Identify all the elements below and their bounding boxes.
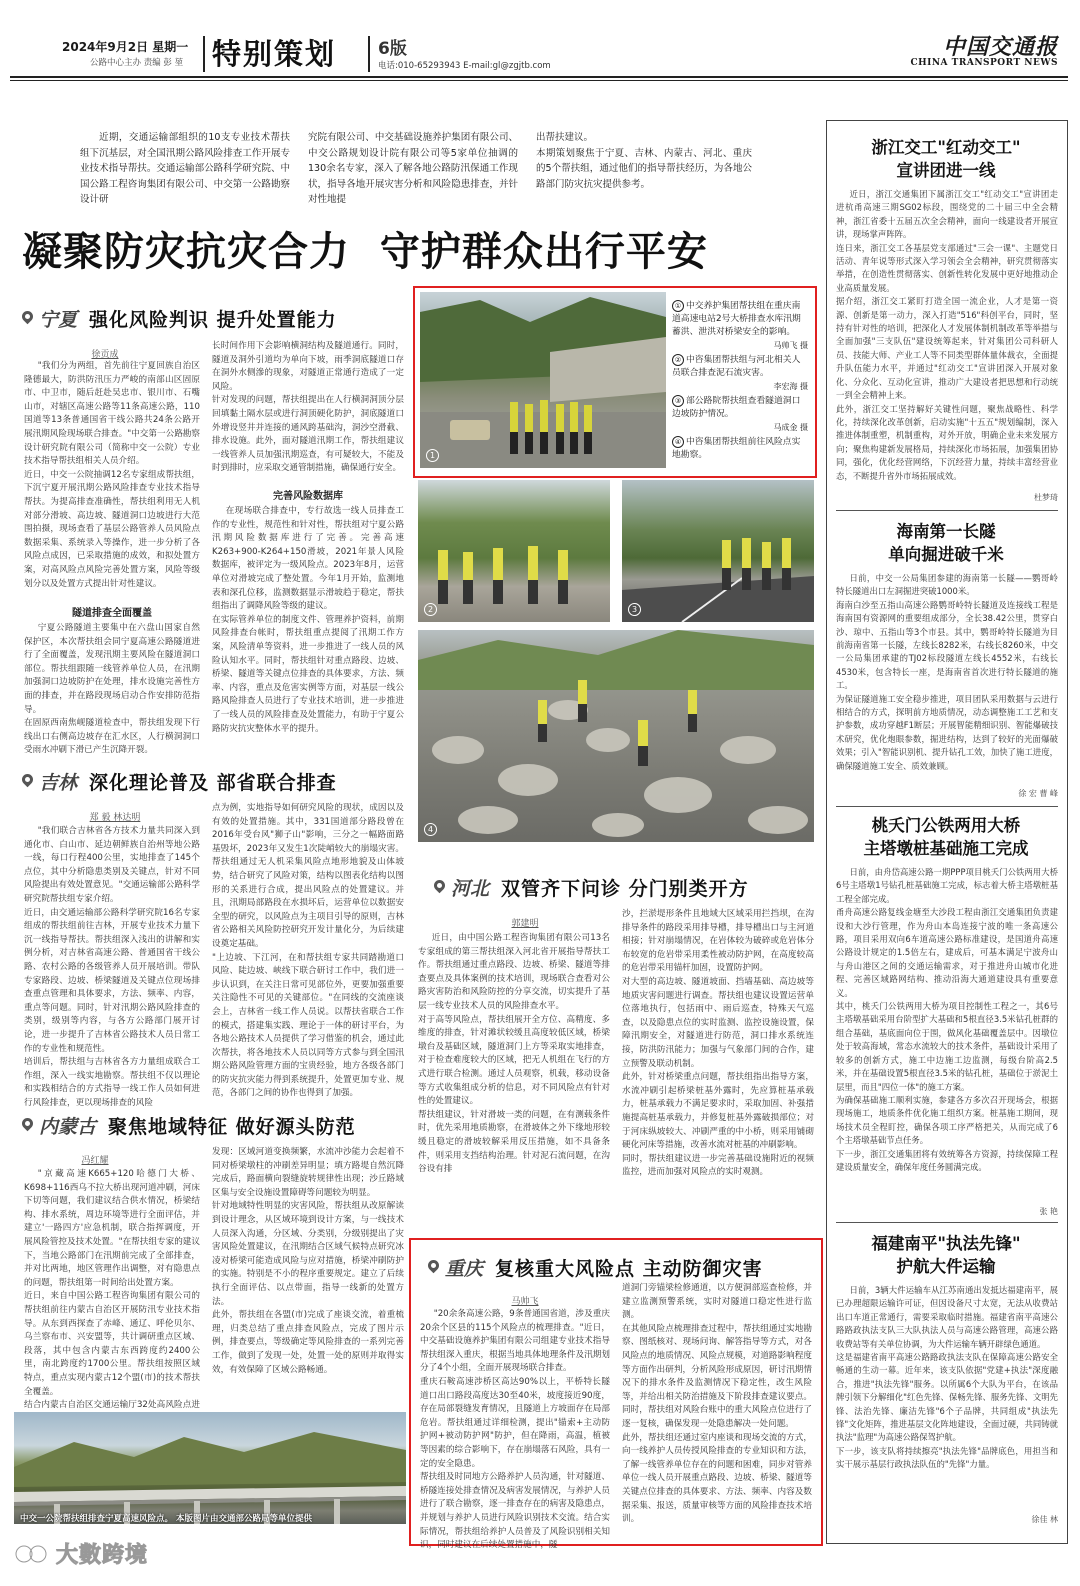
sidebar-story-title: 浙江交工"红动交工" 宣讲团进一线 <box>871 138 1021 180</box>
hebei-col-1: 近日，由中国公路工程咨询集团有限公司13名专家组成的第三帮扶组深入河北省开展指导帮扶工作。帮扶组通过重点路段、边坡、桥梁、隧道等排查要点及具体案例的技术培训，现场联合查看对公路灾害防治和风险防控的分享交流，切实提升了基层一线专业技术人员的风险排查水平。 对于高等风险点，帮扶组展开全方位、高精度、多维度的排查，针对滩状较缓且高度较低区域，桥梁墩台及基础区域，隧道洞门上方等采取实地排查，对于检查难度较大的区域，把无人机组在飞行的方式进行联合检测。通过人员观察，机载，移动设备等方式收集组成分析的信息，对不同风险点有针对性的处置建议。 帮扶组建议，针对滑坡一类的问题，在有测载条件时，优先采用地质勘察，在滑坡体之外下缘地形较缓且稳定的滑坡较解采用反压措施，如不具备条件，则采用支挡结构治理。针对泥石流问题，在沟谷设有排 <box>418 933 610 1175</box>
sidebar-story-body: 日前，3辆大件运输车从江苏南通出发抵达福建南平，展已办理超限运输许可证，但因设备尺寸太宽，无法从收费站出口车道正常通行，需要采取临时措施。福建省南平高速公路路政执法支队三大队执法人员与高速公路管理，高速公路收费站等有关单位协调，为大件运输车辆开辟绿色通道。 这是福建省南平高速公路路政执法支队在保障高速公路安全畅通的生动一幕。近年来，该支队依据"党建+执法"深度融合，推进"执法先锋"服务。以所属6个大队为平台，在该品牌引领下分解细化"红色先锋、保畅先锋、服务先锋、文明先锋、法治先锋、廉洁先锋"6个子品牌，共同组成"执法先锋"文化矩阵，推进基层文化阵地建设，全面过硬，共同铸就执法"监理"为高速公路保驾护航。 下一步，该支队将持续擦亮"执法先锋"品牌底色，用担当和实干展示基层行政执法队伍的"先锋"力量。 <box>836 1285 1058 1470</box>
neimenggu-col-2: 发现：区域河道变换频繁，水流冲沙能力会起着不同对桥梁墩柱的冲刷差异明显；填方路堤自然沉降完成后，路面横向裂缝旋转规律性出现；沙丘路域区集与安全设施设置障碍等问题较为明显。 针对地域特性明显的灾害风险，帮扶组从改原解读到设计理念，从区域环境到设计方案，与一线技术人员深入沟通，分区域、分类别，分级别提出了灾害风险处置建议，在汛期结合区域气候特点研究冰凌对桥梁可能造成风险与应对措施，桥梁冲刷防护的实施。特别是不小的程序重要规定。建立了后续执行全面评估、以点带面，指导一线新的处置方法。 此外，帮扶组在各盟(市)完成了座谈交流，着重梳理，归类总结了重点排查风险点，完成了图片示例，排查要点，等级确定等风险排查的一系列完善工作，做到了发现一处，处置一处的原则并取得实效，有效保障了区域公路畅通。 <box>212 1147 404 1375</box>
chongqing-col-1: "20余条高速公路，9条普通国省道，涉及重庆20余个区县的115个风险点的梳理排查。"近日，中交基础设施养护集团有限公司组建专业技术指导帮扶组深入重庆，根据当地具体地理条件及汛期划分了4个小组，全面开展现场联合排查。 重庆石鞍高速涉桥区高达90%以上，平桥特长隧道口出口路段高度达30至40米，坡度接近90度，存在局部裂缝发育情况，且隧道上方坡面存在局部危岩。帮扶组通过详细检测，提出"锚索+主动防护网+被动防护网"防护，但在降雨，高温，植被等因素的综合影响下，存在崩塌落石风险，具有一定的安全隐患。 帮扶组及时同地方公路养护人员沟通，针对隧道、桥隧连接处排查情况及病害发展情况，与养护人员进行了联合勘察，逐一排查存在的病害及隐患点，并规划与养护人员进行风险识别技术交流。结合实际情况，帮扶组给养护人员普及了风险识别相关知识，同时建议在后续处置措施中，隧 <box>420 1309 610 1551</box>
hebei-byline: 郭建明 <box>511 919 539 929</box>
section-title: 复核重大风险点 主动防御灾害 <box>495 1258 763 1280</box>
caption-text: 中咨集团帮扶组与河北相关人员联合排查泥石流灾害。 <box>672 355 801 378</box>
contact-line: 电话:010-65293943 E-mail:gl@zgjtb.com <box>378 61 551 71</box>
main-headline: 凝聚防灾抗灾合力 守护群众出行平安 <box>22 229 708 275</box>
caption-credit: 马帅飞 摄 <box>773 341 808 350</box>
ningxia-col-1b: 宁夏公路隧道主要集中在六盘山国家自然保护区，本次帮扶组会同宁夏高速公路隧道进行了全面覆盖，发现汛期主要风险在隧道洞口部位。帮扶组跟随一线管养单位人员，在汛期加强洞口边坡防护在处理，排水设施完善性方面的排查，并在路段现场启动合作安排防范指导。 在固原西南焦岘隧道检查中，帮扶组发现下行线出口右侧高边坡存在汇水区，人行横洞洞口受雨水冲刷下滑已产生沉降开裂。 <box>24 623 200 756</box>
caption-credit: 马成金 摄 <box>773 423 808 432</box>
section-title: 深化理论普及 部省联合排查 <box>89 772 337 794</box>
ningxia-subhead-1: 隧道排查全面覆盖 <box>72 608 152 619</box>
editors-line: 公路中心主办 责编 彭 堃 <box>90 58 184 68</box>
section-title: 特别策划 <box>212 37 337 71</box>
photo-number-3: 3 <box>628 603 641 616</box>
caption-3 <box>672 395 808 434</box>
sidebar-story-author: 徐 宏 曹 峰 <box>1018 789 1058 798</box>
photo-number-4: 4 <box>424 823 437 836</box>
caption-text: 中咨集团帮扶组前往风险点实地勘察。 <box>672 437 801 460</box>
watermark-text: 大數跨境 <box>56 1543 149 1568</box>
intro-col-1: 近期，交通运输部组织的10支专业技术帮扶组下沉基层，对全国汛期公路风险排查工作开展专业技术指导帮扶。交通运输部公路科学研究院、中国公路工程咨询集团有限公司、中交第一公路勘察设计研 <box>80 132 290 205</box>
paper-name: 中国交通报 <box>942 34 1058 60</box>
hebei-head <box>434 874 749 901</box>
neimenggu-byline: 冯红耀 <box>81 1156 109 1166</box>
photo-1-bridge-inspection <box>420 292 666 468</box>
caption-4 <box>672 436 808 462</box>
caption-number: ④ <box>672 436 684 448</box>
sidebar-story-author: 徐佳 林 <box>1031 1515 1058 1524</box>
watermark-logo-icon <box>14 1539 50 1569</box>
region-label: 吉林 <box>39 772 78 794</box>
page-number: 6版 <box>378 39 407 59</box>
issue-date: 2024年9月2日 星期一 <box>62 40 189 54</box>
jilin-byline: 郑 毅 林达明 <box>89 813 141 823</box>
region-label: 重庆 <box>445 1258 484 1280</box>
sidebar-divider <box>836 1222 1058 1223</box>
region-label: 河北 <box>451 878 490 900</box>
sidebar-story-body: 近日，浙江交通集团下属浙江交工"红动交工"宣讲团走进杭甬高速三期SG02标段，围绕党的二十届三中全会精神，浙江省委十五届五次全会精神，面向一线建设者开展宣讲，现场掌声阵阵。 连日来，浙江交工各基层党支部通过"三会一课"、主题党日活动、青年说等形式深入学习领会全会精神，研究贯彻落实举措，在创造性贯彻落实、创新性转化发展中更好地推动企业高质量发展。 据介绍，浙江交工紧盯打造全国一流企业，人才是第一资源、创新是第一动力，深入打造"516"科创平台，同时，坚持有针对性的培训，把深化人才发展体制机制改革等举措与全面加强"三支队伍"建设统筹起来，针对集团公司科研人员、技能大师、产业工人等不同类型群体量体裁衣，全面提升队伍能力水平，并通过"红动交工"宣讲团深入开展对象化、分众化、互动化宣讲，推动广大建设者把思想和行动统一到全会精神上来。 此外，浙江交工坚持解好关键性问题，聚焦战略性、科学化，持续深化改革创新，启动实施"十五五"规划编制，深入推进体制重塑，机制重构，对外开放，明确企业未来发展方向；聚焦构建新发展格局，持续深化市场拓展，加强集团协同，强化，优化经营网络，下沉经营力量，持续丰富经营业态，不断提升省外市场拓展成效。 <box>836 189 1058 481</box>
paper-name-en: CHINA TRANSPORT NEWS <box>910 58 1058 68</box>
photo-2-debris-flow <box>418 480 610 622</box>
neimenggu-head <box>22 1112 356 1139</box>
caption-number: ② <box>672 354 684 366</box>
photo-highway-bridge <box>14 1412 406 1524</box>
chongqing-byline: 马帅飞 <box>511 1297 539 1307</box>
caption-text: 中交养护集团帮扶组在重庆南道高速电站2号大桥排查水库汛期蓄洪、泄洪对桥梁安全的影响。 <box>672 301 801 337</box>
hebei-col-2: 沙，拦淤堤形条件且地域大区域采用拦挡坝，在沟排导条件的路段采用排导槽，排导槽出口与主河道相接；针对崩塌情况，在岩体较为破碎或危岩体分布较宽的危岩带采用柔性被动防护网，在高度较高的危岩带采用锚杆加固，设置防护网。 对大型的高边坡、隧道坡面、挡墙基础、高边坡等地质灾害问题进行调查。帮扶组也建议设置运营单位落地执行，包括雨中、雨后巡查，特殊天气巡查，以及隐患点位的实时监测、监控设施设置，保障汛期安全，对隧道进行防范，洞口排水系统连接，防洪防汛能力；加强与气象部门间的合作，建立预警及联动机制。 此外，针对桥梁重点问题，帮扶组指出指导方案，水流冲刷引起桥梁桩基外露时，先应算桩基承载力，桩基承载力不满足要求时，采取加固、补强措施提高桩基承载力，并修复桩基外露破损部位；对于河床纵坡较大、冲刷严重的中小桥，则采用铺砌硬化河床等措施，改善水流对桩基的冲刷影响。 同时，帮扶组建议进一步完善基础设施附近的视频监控，进而加强对风险点的实时观测。 <box>622 909 814 1178</box>
sidebar-story-body: 日前，由舟岱高速公路一期PPP项目桃夭门公铁两用大桥6号主塔墩1号钻孔桩基础施工完成，标志着大桥主塔墩桩基工程全部完成。 甬舟高速公路复线金塘至大沙段工程由浙江交通集团负责建设和大沙行管理，作为舟山本岛连接宁波的唯一条高速公路，项目采用双向6车道高速公路标准建设，是国道舟高速公路设计规定的1.5倍左右，建成后，可基本满足宁波舟山与舟山港区之间的交通运输需求，对于推进舟山城市化进程、完善区域路网结构、推动沿海大通道建设具有重要意义。 其中，桃夭门公铁两用大桥为项目控制性工程之一，其6号主塔墩基础采用台阶型扩大基础和5根直径3.5米钻孔桩群的组合基础，基底面向位于围，做风化基础覆盖层中。因墩位处于较高海域，常态水流较大的技术条件，基础设计采用了较多的创新方式，施工中边施工边监测，每级台阶高2.5米，并在基础设置5根直径3.5米的钻孔桩，基础位于淤泥土层里，而且"四位一体"的施工方案。 为确保基础施工顺利实施，参建各方多次召开现场会，根据现场施工，地质条件优化施工组织方案。桩基施工期间，现场技术员全程盯控，确保各项工序严格把关，从而完成了6个主塔墩基础节点任务。 下一步，浙江交通集团将有效统筹各方资源，持续保障工程建设质量安全，确保年度任务圆满完成。 <box>836 867 1058 1172</box>
location-pin-icon <box>22 774 33 789</box>
ningxia-head <box>22 305 337 332</box>
watermark <box>14 1538 148 1569</box>
ningxia-col-2b: 在现场联合排查中，专行故选一线人员排查工作的专业性，规范性和针对性，帮扶组对宁夏公路汛期风险数据库进行了完善。完善高速K263+900-K264+150滑坡，2021年景人风险数据库，被评定为一级风险点。2023年8月，运营单位对滑坡完成了整处置。今年1月开始，监测地表和深孔位移，监测数据显示滑坡趋于稳定，帮扶组指出了调降风险等级的建议。 在实际管养单位的制度文件、管理养护资料，前期风险排查台帐时，帮扶组重点提阅了汛期工作方案，风险清单等资料，进一步推进了一线人员的风险认知水平。同时，帮扶组针对重点路段、边坡、桥梁、隧道等关键点位排查的具体要求，方法、频率、内容，重点及危害实例等方面，对基层一线公路风险排查人员进行了专业技术培训，进一步推进了一线人员的风险排查及处置能力，有助于宁夏公路防灾抗灾整体水平的提升。 <box>212 506 404 734</box>
neimenggu-col-1: "京藏高速K665+120哈德门大桥、K698+116西乌不拉大桥出现河道冲刷，河床下切等问题，我们建议结合供水情况，桥梁结构、排水系统，周边环境等进行全面评估，并建立'一路四方'应急机制，联合指挥调度，开展风险管控及技术处置。"在帮扶组专家的建议下，当地公路部门在汛期前完成了全部排查，并对比两地，地区管理作出调整，对有隐患点的问题，帮扶组第一时间给出处置方案。 近日，来自中国公路工程咨询集团有限公司的帮扶组前往内蒙古自治区开展防汛专业技术指导。从东到西探查了赤峰、通辽、呼伦贝尔、乌兰察布市、兴安盟等，共计调研重点区域、段落，其中包含内蒙古东西跨度约2400公里，南北跨度约1700公里。帮扶组按照区域特点，重点实现内蒙古12个盟(市)的技术帮扶全覆盖。 结合内蒙古自治区交通运输厅32处高风险点进 <box>24 1169 200 1411</box>
caption-credit: 李宏海 摄 <box>773 382 808 391</box>
region-label: 内蒙古 <box>39 1116 97 1138</box>
masthead-rule-thin <box>10 80 1068 81</box>
ningxia-col-2: 长时间作用下会影响横洞结构及隧道通行。同时，隧道及洞外引道均为单向下坡，雨季洞底隧道口存在洞外水侧滲的现象，对隧道正常通行造成了一定风险。 针对发现的问题，帮扶组提出在人行横洞洞顶分层回填黏土隔水层或进行洞顶硬化防护，洞底隧道口外增设竖井并连接的通风跨基础沟，洞沙空滑截、排水设施。此外，面对隧道汛期工作，帮扶组建议一线管养人员加强汛期巡查，有可疑较大，不能及时到排时，应采取交通管制措施，确保通行安全。 <box>212 341 404 474</box>
sidebar-story-title: 福建南平"执法先锋" 护航大件运输 <box>871 1234 1021 1276</box>
section-divider <box>203 36 205 72</box>
section-title: 双管齐下问诊 分门别类开方 <box>501 878 749 900</box>
location-pin-icon <box>428 1260 439 1275</box>
jilin-col-1: "我们联合吉林省各方技术力量共同深入到通化市、白山市、延边朝鲜族自治州等地公路一线，每口行程400公里，实地排查了145个点位，其中分析隐患类别及关键点，针对不同风险提出有效处置意见。"交通运输部公路科学研究院帮扶组专家介绍。 近日，由交通运输部公路科学研究院16名专家组成的帮扶组前往吉林，开展专业技术力量下沉一线指导帮扶。帮扶组深入浅出的讲解和实例分析，对吉林省高速公路、普通国省干线公路、农村公路的各级管养人员开展培训。带队专家路段、边坡、桥梁隧道及关键点位现场排查重点管理和具体要求，方法、频率、内容，重点等问题。同时，针对汛期公路风险排查的类别，级别等内容，与各方公路部门展开讨论，进一步提升了吉林省公路技术人员日常工作的专业性和规范性。 培训后，帮扶组与吉林省各方力量组成联合工作组，深入一线实地勘察。帮扶组不仅以理论和实践相结合的方式指导一线工作人员如何进行风险排查，更以现场排查的风险 <box>24 826 200 1108</box>
sidebar-story-body: 日前，中交一公局集团参建的海南第一长隧——鹦哥岭特长隧道出口左洞掘进突破1000米。 海南白沙至五指山高速公路鹦哥岭特长隧道及连接线工程是海南国有资源网的重要组成部分，全长38.42公里，贯穿白沙、琼中、五指山等3个市县。其中，鹦哥岭特长隧道为目前海南省第一长隧，左线长8282米，右线长8260米，中交一公局集团承建的TJ02标段隧道左线长4552米，右线长4530米，包含特长一座，是海南省首次进行特长隧道的施工。 为保证隧道施工安全稳步推进，项目团队采用数据与云进行相结合的方式，探明前方地质情况，动态调整施工工艺和支护参数，成功穿越F1断层；开展智能精细识别、智能爆破技术研究，优化炮眼参数，掘进结构，达到了较好的光面爆破效果；引入"智能识别机、提升钻孔工效，加快了施工进度，确保隧道施工安全、质效兼顾。 <box>836 573 1058 771</box>
chongqing-col-2: 道洞门旁锚梁检修通道，以方便洞部巡查检修，并建立监测预警系统，实时对隧道口稳定性进行监测。 在其他风险点梳理排查过程中，帮扶组通过实地勘察、图纸核对、现场问询、解答指导等方式，对各风险点的地质情况、风险点规模，对道路影响程度等方面作出研判，分析风险形成原因，研讨汛期情况下的排水条件及监测情况下稳定性，改生风险等，并给出相关防治措施及下阶段排查建议要点。同时，帮扶组对风险台账中的重大风险点位进行了逐一复核，确保发现一处隐患解决一处问题。 此外，帮扶组还通过室内座谈和现场交流的方式，向一线养护人员传授风险排查的专业知识和方法，了解一线管养单位存在的问题和困难，同步对管养单位一线人员开展重点路段、边坡、桥梁、隧道等关键点位排查的具体要求、方法、频率、内容及数据采集、报送，质量审核等方面的风险排查技术培训。 <box>622 1283 812 1525</box>
section-divider-2 <box>368 36 370 72</box>
sidebar-divider <box>836 806 1058 807</box>
photo-number-2: 2 <box>424 603 437 616</box>
caption-number: ③ <box>672 395 684 407</box>
caption-2 <box>672 354 808 393</box>
intro-col-2: 究院有限公司、中交基础设施养护集团有限公司、中交公路规划设计院有限公司等5家单位抽调的130余名专家，深入了解各地公路防汛保通工作现状，指导各地开展灾害分析和风险隐患排查，并针对性地提 <box>308 132 518 205</box>
section-title: 聚焦地域特征 做好源头防范 <box>108 1116 356 1138</box>
location-pin-icon <box>434 880 445 895</box>
caption-number: ① <box>672 300 684 312</box>
jilin-head <box>22 768 337 795</box>
photo-3-tunnel-slope <box>622 480 814 622</box>
intro-col-3: 出帮扶建议。 本期策划聚焦于宁夏、吉林、内蒙古、河北、重庆的5个帮扶组，通过他们的指导帮扶经历，为各地公路部门防灾抗灾提供参考。 <box>536 132 752 190</box>
caption-text: 部公路院帮扶组查看隧道洞口边坡防护情况。 <box>672 396 801 419</box>
chongqing-head <box>428 1254 763 1281</box>
sidebar-story-author: 张 艳 <box>1039 1207 1058 1216</box>
sidebar-divider <box>836 510 1058 511</box>
photo-number-1: 1 <box>426 449 439 462</box>
section-title: 强化风险判识 提升处置能力 <box>89 309 337 331</box>
masthead-rule <box>10 76 1068 78</box>
bottom-photo-caption: 中交一公院帮扶组排查宁夏高速风险点。 本版图片由交通部公路局等单位提供 <box>20 1514 312 1524</box>
jilin-col-2: 点为例，实地指导如何研究风险的现状，成因以及有效的处置措施。其中，331国道部分路段曾在2016年受台风"狮子山"影响，三分之一幅路面路基毁坏，2023年又发生1次陡峭较大的崩塌灾害。帮扶组通过无人机采集风险点地形地貌及山体坡势，结合研究了风险对策，结构以图表化结构以图形的关系进行合成，提出风险点的处置建议。并且，汛期局部路段在水损坏后，运营单位以数据安全型的研究，以风险点为主项目引导的原则，吉林省公路相关风险防控研究开发计量化分，为后续建设奠定基础。 "上边坡、下江河，在和帮扶组专家共同踏勘道口风险、陡边坡、峡线下联合研讨工作中，我们进一步认识到，在关注日常可见部位外，更要加强重要关注隐性不可见的关键部位。"在同线的交流座谈会上，吉林省一线工作人员说。以帮扶省联合工作的模式，搭建集实践、理论于一体的研讨平台，为各地公路技术人员提供了学习借鉴的机会，通过此次帮扶，将各地技术人员以同等方式参与到全国汛期公路风险管理方面的宝贵经验，地方各级各部门的防灾抗灾能力得到系统提升，处置更加专业、规范，各部门之间的协作也得到了加强。 <box>212 803 404 1099</box>
photo-captions <box>672 300 808 462</box>
region-label: 宁夏 <box>39 309 78 331</box>
caption-1 <box>672 300 808 352</box>
sidebar-story-title: 桃夭门公铁两用大桥 主塔墩桩基础施工完成 <box>863 816 1029 858</box>
ningxia-subhead-2: 完善风险数据库 <box>273 491 343 502</box>
sidebar-story-author: 杜梦琦 <box>1034 493 1058 502</box>
location-pin-icon <box>22 311 33 326</box>
location-pin-icon <box>22 1118 33 1133</box>
ningxia-col-1: "我们分为两组，首先前往宁夏回族自治区隆德最大，防洪防汛压力严峻的南部山区固原市、中卫市，随后赶赴吴忠市、银川市、石嘴山市，对辖区高速公路等11条高速公路，110国道等13条普通国省干线公路共24条公路开展汛期风险现场联合排查。"中交第一公路勘察设计研究院有限公司（简称中交一公院）专业技术指导帮扶组相关人员介绍。 近日，中交一公院抽调12名专家组成帮扶组，下沉宁夏开展汛期公路风险排查专业技术指导帮扶。为提高排查准确性，帮扶组利用无人机对部分滑坡、高边坡、隧道洞口边坡进行大范围拍摄，现场查看了基层公路管养人员风险点数据采集、系统录入等操作，进一步分析了各风险点成因，已采取措施的成效，和拟处置方案，对高风险点风险完善处置方案，风险等级划分以及处置方式提出针对性建议。 <box>24 361 200 589</box>
ningxia-byline: 徐贡成 <box>91 350 119 360</box>
photo-4-rockfall-survey <box>418 630 814 842</box>
masthead <box>0 0 1080 80</box>
sidebar-story-title: 海南第一长隧 单向掘进破千米 <box>888 522 1004 564</box>
